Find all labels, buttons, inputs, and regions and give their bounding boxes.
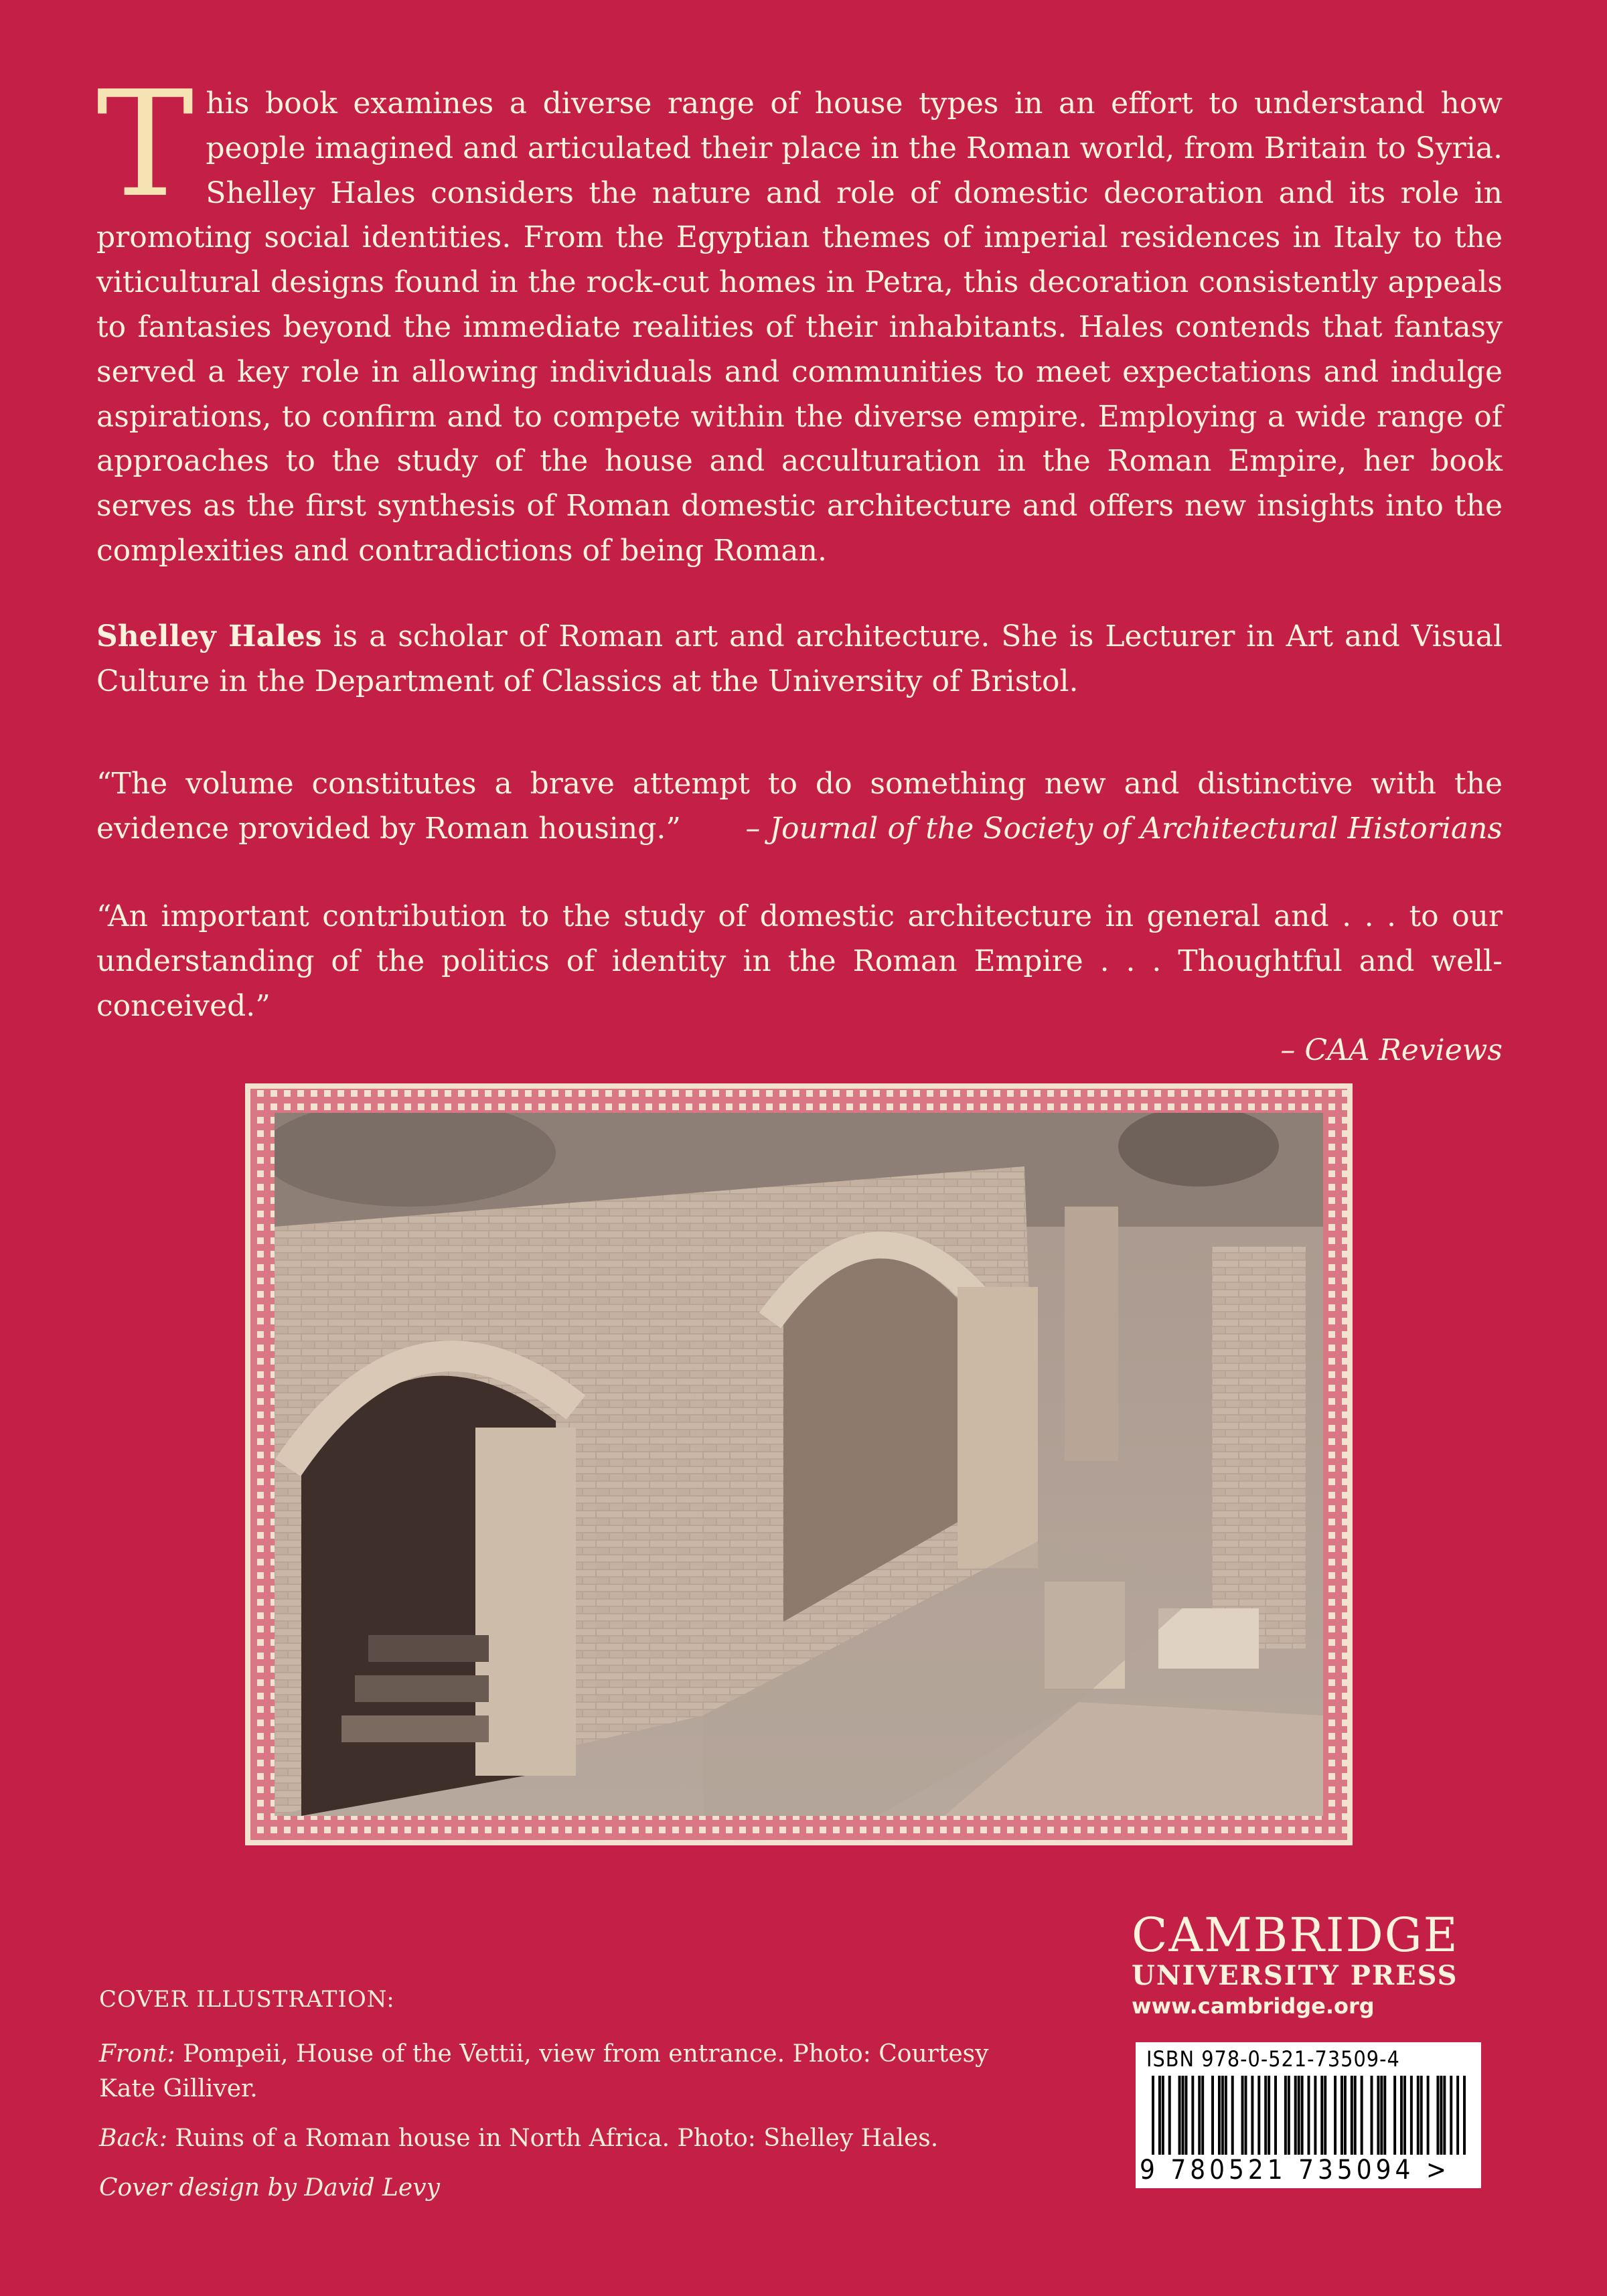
barcode-bar: [1427, 2076, 1430, 2155]
barcode-bar: [1403, 2076, 1406, 2155]
credits-design-text: Cover design by David Levy: [99, 2174, 440, 2202]
barcode-bar: [1178, 2076, 1181, 2155]
credits-front-text: Pompeii, House of the Vettii, view from entrance. Photo: Courtesy Kate Gilliver.: [99, 2040, 989, 2102]
review-quote-1-text: “The volume constitutes a brave attempt to do something new and distinctive with the evidence provided by Roman housing.”: [96, 767, 1503, 846]
roman-ruins-photo: [275, 1113, 1323, 1816]
barcode-bar: [1334, 2076, 1336, 2155]
barcode-bar: [1225, 2076, 1227, 2155]
barcode-bar: [1400, 2076, 1403, 2155]
barcode-bar: [1320, 2076, 1323, 2155]
publisher-url: www.cambridge.org: [1132, 1993, 1375, 2019]
barcode-bar: [1221, 2076, 1224, 2155]
publisher-logo: [1132, 1910, 1486, 2021]
barcode-bar: [1410, 2076, 1413, 2155]
credits-back-label: Back:: [99, 2125, 168, 2152]
barcode-bar: [1341, 2076, 1343, 2155]
blurb-paragraph: [96, 60, 1503, 574]
credits-heading: COVER ILLUSTRATION:: [99, 1986, 395, 2013]
barcode-bar: [1264, 2076, 1267, 2155]
publisher-name: CAMBRIDGE: [1132, 1908, 1459, 1963]
credits-design: [99, 2171, 1037, 2206]
barcode-bar: [1284, 2076, 1287, 2155]
drop-cap: T: [96, 60, 194, 230]
barcode-bar: [1463, 2076, 1466, 2155]
barcode-bar: [1361, 2076, 1363, 2155]
barcode-bar: [1231, 2076, 1234, 2155]
barcode-bar: [1383, 2076, 1386, 2155]
barcode-bar: [1393, 2076, 1396, 2155]
barcode-bar: [1298, 2076, 1300, 2155]
author-bio: [96, 615, 1503, 704]
credits-front-label: Front:: [99, 2040, 175, 2068]
barcode-bar: [1314, 2076, 1316, 2155]
barcode-bar: [1162, 2076, 1164, 2155]
barcode-bar: [1436, 2076, 1439, 2155]
barcode-bar: [1377, 2076, 1379, 2155]
isbn-barcode: [1136, 2042, 1481, 2188]
ean-digits: 9 780521 735094 >: [1140, 2155, 1451, 2186]
barcode-bar: [1168, 2076, 1171, 2155]
cover-photo-frame: [245, 1083, 1353, 1845]
barcode-bar: [1184, 2076, 1187, 2155]
barcode-bars: [1152, 2076, 1466, 2155]
barcode-bar: [1351, 2076, 1353, 2155]
barcode-bar: [1288, 2076, 1290, 2155]
barcode-bar: [1371, 2076, 1373, 2155]
barcode-bar: [1380, 2076, 1383, 2155]
barcode-bar: [1218, 2076, 1221, 2155]
barcode-bar: [1211, 2076, 1214, 2155]
review-quote-2: [96, 895, 1503, 1073]
barcode-bar: [1152, 2076, 1154, 2155]
barcode-bar: [1182, 2076, 1184, 2155]
barcode-bar: [1268, 2076, 1270, 2155]
barcode-bar: [1440, 2076, 1442, 2155]
barcode-bar: [1450, 2076, 1452, 2155]
credits-back: [99, 2121, 1037, 2156]
barcode-bar: [1420, 2076, 1423, 2155]
author-name: Shelley Hales: [96, 619, 322, 654]
barcode-bar: [1257, 2076, 1260, 2155]
barcode-bar: [1344, 2076, 1347, 2155]
barcode-bar: [1324, 2076, 1326, 2155]
blurb-text: his book examines a diverse range of house types in an effort to understand how people imagined and articulated their place in the Roman world, from Britain to Syria. Shelley Hales considers the nature and role of domestic decoration and its role in promoting social identities. From the Egyptian themes of imperial residences in Italy to the viticultural designs found in the rock-cut homes in Petra, this decoration consistently appeals to fantasies beyond the immediate realities of their inhabitants. Hales contends that fantasy served a key role in allowing individuals and communities to meet expectations and indulge aspirations, to confirm and to compete within the diverse empire. Employing a wide range of approaches to the study of the house and acculturation in the Roman Empire, her book serves as the first synthesis of Roman domestic architecture and offers new insights into the complexities and contradictions of being Roman.: [96, 86, 1503, 568]
barcode-bar: [1274, 2076, 1277, 2155]
barcode-bar: [1198, 2076, 1201, 2155]
barcode-bar: [1294, 2076, 1297, 2155]
credits-front: [99, 2037, 1037, 2107]
barcode-bar: [1158, 2076, 1161, 2155]
review-quote-2-source: – CAA Reviews: [1280, 1033, 1503, 1068]
cover-credits: [99, 1982, 1037, 2220]
author-bio-text: is a scholar of Roman art and architecture. She is Lecturer in Art and Visual Culture in the Department of Classics at the University of Bristol.: [96, 619, 1503, 698]
barcode-bar: [1443, 2076, 1446, 2155]
review-quote-1-source: – Journal of the Society of Architectural Historians: [745, 811, 1503, 846]
publisher-subtitle: UNIVERSITY PRESS: [1132, 1960, 1458, 1991]
barcode-bar: [1245, 2076, 1247, 2155]
credits-back-text: Ruins of a Roman house in North Africa. Photo: Shelley Hales.: [167, 2125, 939, 2152]
barcode-bar: [1201, 2076, 1204, 2155]
barcode-bar: [1456, 2076, 1459, 2155]
barcode-bar: [1354, 2076, 1357, 2155]
cover-photo: [275, 1113, 1323, 1816]
barcode-bar: [1241, 2076, 1244, 2155]
barcode-bar: [1191, 2076, 1194, 2155]
review-quote-2-text: “An important contribution to the study of domestic architecture in general and . . . to our understanding of the politics of identity in the Roman Empire . . . Thoughtful and well-conceived.”: [96, 899, 1503, 1023]
barcode-bar: [1417, 2076, 1420, 2155]
review-quote-1: [96, 762, 1503, 852]
barcode-bar: [1251, 2076, 1253, 2155]
barcode-bar: [1301, 2076, 1304, 2155]
barcode-bar: [1308, 2076, 1310, 2155]
isbn-label: ISBN 978-0-521-73509-4: [1146, 2046, 1400, 2072]
